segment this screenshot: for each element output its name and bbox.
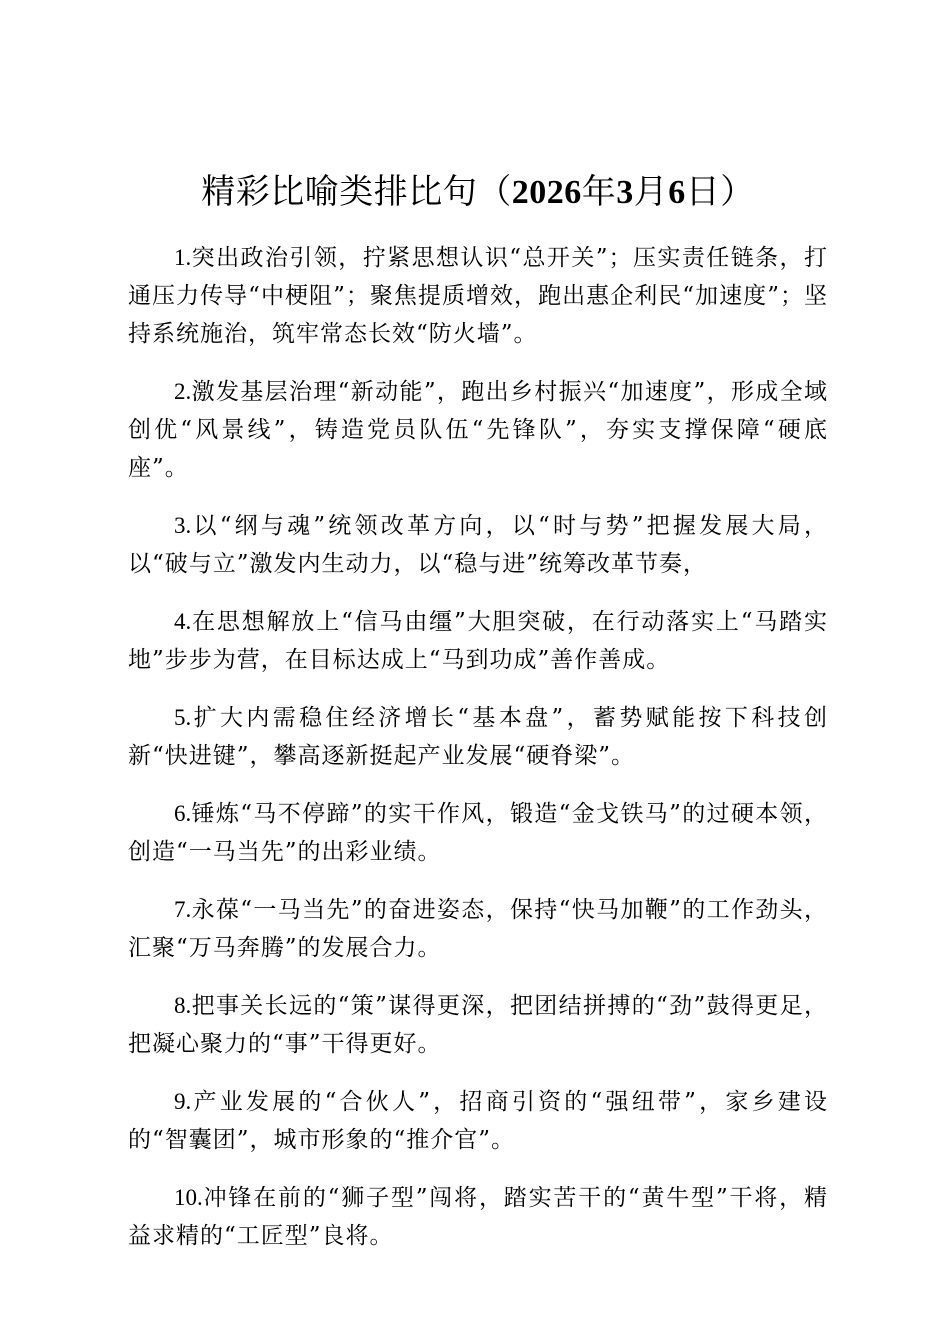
item-number: 7. bbox=[174, 897, 192, 922]
item-text: 在思想解放上“信马由缰”大胆突破，在行动落实上“马踏实地”步步为营，在目标达成上“马到功成”善作善成。 bbox=[128, 609, 828, 673]
item-text: 锤炼“马不停蹄”的实干作风，锻造“金戈铁马”的过硬本领，创造“一马当先”的出彩业绩。 bbox=[128, 801, 828, 865]
item-text: 把事关长远的“策”谋得更深，把团结拼搏的“劲”鼓得更足，把凝心聚力的“事”干得更好。 bbox=[128, 993, 828, 1057]
list-item bbox=[128, 603, 828, 679]
title-main: 精彩比喻类排比句 bbox=[201, 172, 478, 212]
list-item bbox=[128, 1179, 828, 1255]
item-number: 10. bbox=[174, 1185, 203, 1210]
item-number: 9. bbox=[174, 1089, 192, 1114]
document-title bbox=[128, 168, 828, 217]
list-item bbox=[128, 891, 828, 967]
sentence-list bbox=[128, 239, 828, 1255]
title-paren-close: ） bbox=[720, 172, 755, 212]
item-text: 冲锋在前的“狮子型”闯将，踏实苦干的“黄牛型”干将，精益求精的“工匠型”良将。 bbox=[128, 1185, 828, 1249]
item-text: 激发基层治理“新动能”，跑出乡村振兴“加速度”，形成全域创优“风景线”，铸造党员队伍“先锋队”，夯实支撑保障“硬底座”。 bbox=[128, 379, 828, 481]
item-text: 以“纲与魂”统领改革方向，以“时与势”把握发展大局，以“破与立”激发内生动力，以“稳与进”统筹改革节奏， bbox=[128, 513, 828, 577]
title-paren-open: （ bbox=[477, 172, 512, 212]
item-text: 扩大内需稳住经济增长“基本盘”，蓄势赋能按下科技创新“快进键”，攀高逐新挺起产业发展“硬脊梁”。 bbox=[128, 705, 828, 769]
item-number: 2. bbox=[174, 379, 192, 404]
list-item bbox=[128, 1083, 828, 1159]
item-number: 8. bbox=[174, 993, 192, 1018]
item-number: 1. bbox=[174, 245, 192, 270]
list-item bbox=[128, 373, 828, 487]
title-month-unit: 月 bbox=[633, 172, 669, 212]
item-number: 4. bbox=[174, 609, 192, 634]
list-item bbox=[128, 795, 828, 871]
item-number: 6. bbox=[174, 801, 192, 826]
title-year: 2026 bbox=[511, 174, 582, 211]
title-day: 6 bbox=[668, 174, 686, 211]
item-number: 5. bbox=[174, 705, 192, 730]
title-day-unit: 日 bbox=[685, 172, 721, 212]
list-item bbox=[128, 987, 828, 1063]
item-number: 3. bbox=[174, 513, 192, 538]
item-text: 产业发展的“合伙人”，招商引资的“强纽带”，家乡建设的“智囊团”，城市形象的“推介官”。 bbox=[128, 1089, 828, 1153]
title-year-unit: 年 bbox=[581, 172, 617, 212]
list-item bbox=[128, 239, 828, 353]
item-text: 永葆“一马当先”的奋进姿态，保持“快马加鞭”的工作劲头，汇聚“万马奔腾”的发展合力。 bbox=[128, 897, 828, 961]
item-text: 突出政治引领，拧紧思想认识“总开关”；压实责任链条，打通压力传导“中梗阻”；聚焦提质增效，跑出惠企利民“加速度”；坚持系统施治，筑牢常态长效“防火墙”。 bbox=[128, 245, 828, 347]
title-month: 3 bbox=[616, 174, 634, 211]
list-item bbox=[128, 507, 828, 583]
list-item bbox=[128, 699, 828, 775]
